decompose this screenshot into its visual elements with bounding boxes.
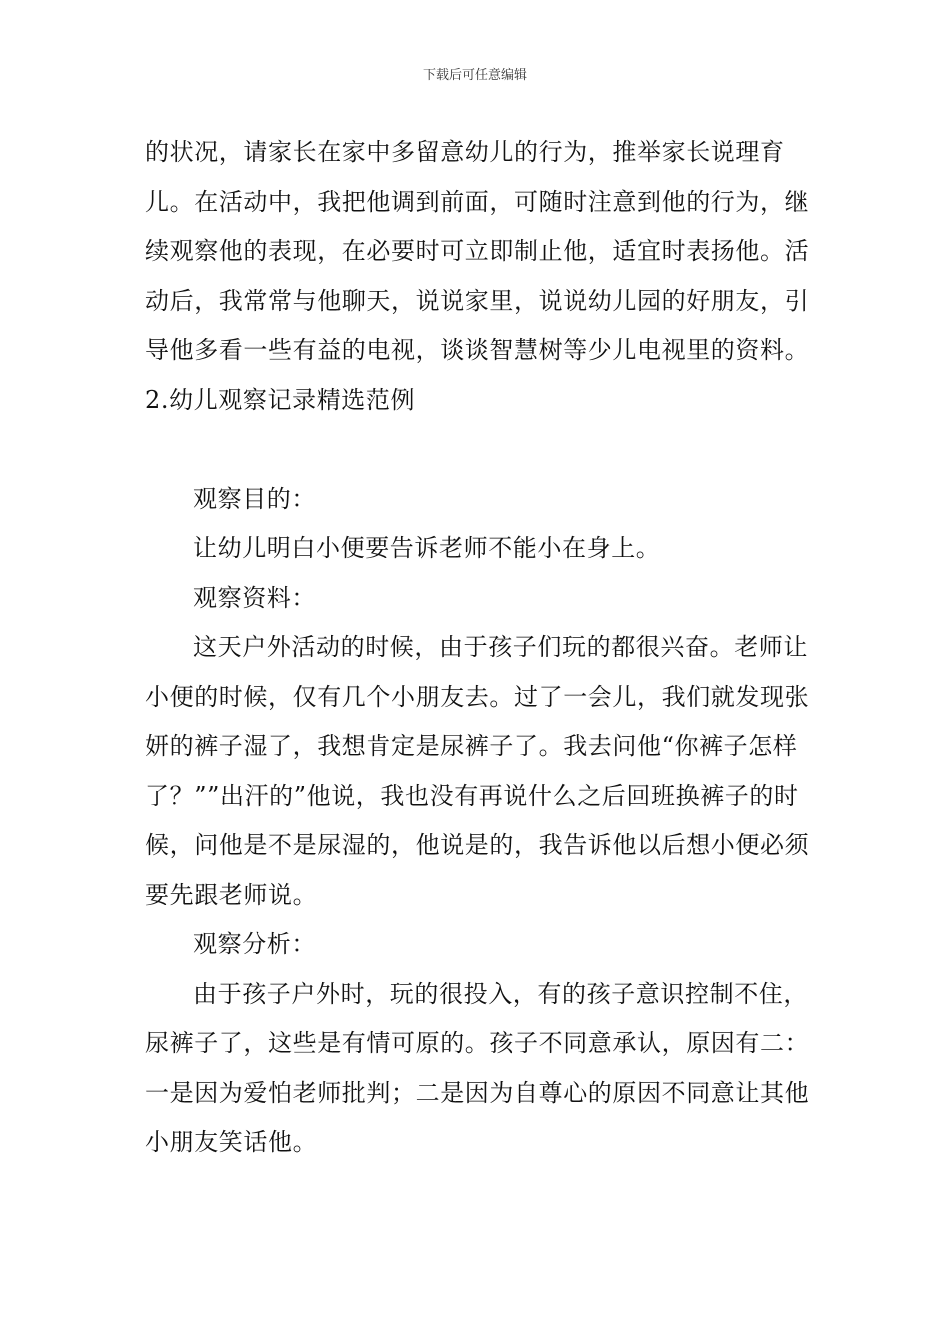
- blank-line: [145, 425, 810, 475]
- paragraph-parent-guidance: 的状况，请家长在家中多留意幼儿的行为，推举家长说理育儿。在活动中，我把他调到前面，可随时注意到他的行为，继续观察他的表现，在必要时可立即制止他，适宜时表扬他。活动后，我常常与他聊天，说说家里，说说幼儿园的好朋友，引导他多看一些有益的电视，谈谈智慧树等少儿电视里的资料。: [145, 138, 810, 364]
- observation-material-label: 观察资料：: [193, 583, 316, 612]
- observation-analysis-label: 观察分析：: [193, 930, 316, 958]
- observation-material-text: 这天户外活动的时候，由于孩子们玩的都很兴奋。老师让小便的时候，仅有几个小朋友去。过了一会儿，我们就发现张妍的裤子湿了，我想肯定是尿裤子了。我去问他“你裤子怎样了？””出汗的”他说，我也没有再说什么之后回班换裤子的时候，问他是不是尿湿的，他说是的，我告诉他以后想小便必须要先跟老师说。: [145, 633, 810, 909]
- document-body: [145, 128, 810, 1168]
- section-heading: 2.幼儿观察记录精选范例: [145, 385, 416, 414]
- observation-purpose-text: 让幼儿明白小便要告诉老师不能小在身上。: [193, 534, 661, 562]
- page-header: 下载后可任意编辑: [422, 68, 527, 83]
- observation-purpose-label: 观察目的：: [193, 484, 316, 513]
- observation-analysis-text: 由于孩子户外时，玩的很投入，有的孩子意识控制不住，尿裤子了，这些是有情可原的。孩子不同意承认，原因有二：一是因为爱怕老师批判；二是因为自尊心的原因不同意让其他小朋友笑话他。: [145, 979, 810, 1156]
